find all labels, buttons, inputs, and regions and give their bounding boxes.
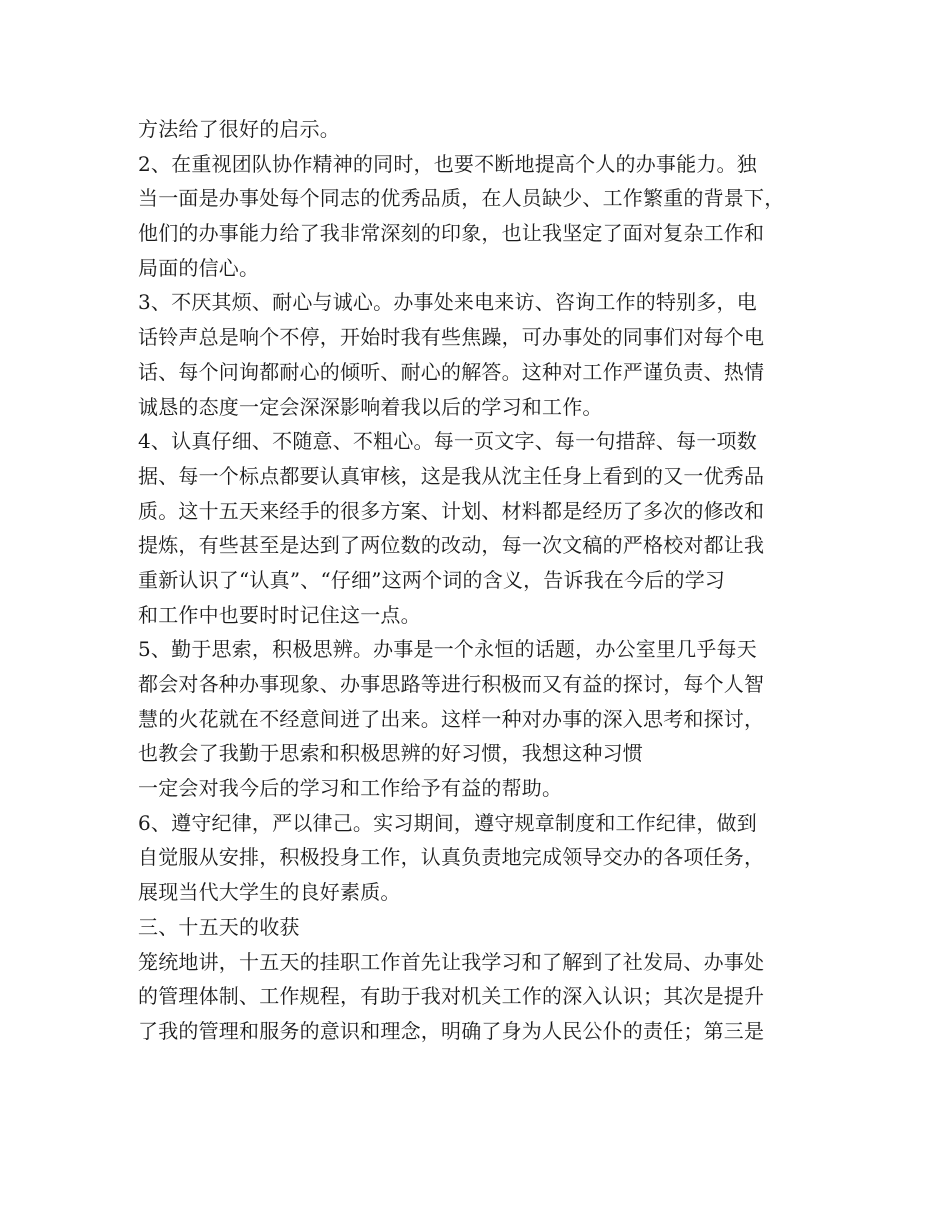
text-line: 方法给了很好的启示。: [138, 117, 340, 141]
text-line: 自觉服从安排，积极投身工作，认真负责地完成领导交办的各项任务，: [138, 845, 765, 870]
text-line: 重新认识了“认真”、“仔细”这两个词的含义，告诉我在今后的学习: [138, 567, 726, 592]
text-line: 话、每个问询都耐心的倾听、耐心的解答。这种对工作严谨负责、热情: [138, 359, 765, 384]
text-line: 诚恳的态度一定会深深影响着我以后的学习和工作。: [138, 394, 603, 419]
text-line: 和工作中也要时时记住这一点。: [138, 602, 421, 627]
text-line: 了我的管理和服务的意识和理念，明确了身为人民公仆的责任；第三是: [138, 1018, 765, 1043]
section-heading: 三、十五天的收获: [138, 914, 300, 939]
text-line: 他们的办事能力给了我非常深刻的印象，也让我坚定了面对复杂工作和: [138, 221, 765, 246]
text-line: 5、勤于思索，积极思辨。办事是一个永恒的话题，办公室里几乎每天: [138, 637, 757, 662]
text-line: 展现当代大学生的良好素质。: [138, 880, 401, 905]
text-line: 4、认真仔细、不随意、不粗心。每一页文字、每一句措辞、每一项数: [138, 429, 757, 454]
text-line: 2、在重视团队协作精神的同时，也要不断地提高个人的办事能力。独: [138, 151, 757, 176]
text-line: 局面的信心。: [138, 255, 260, 280]
document-body: [138, 112, 828, 1049]
text-line: 6、遵守纪律，严以律己。实习期间，遵守规章制度和工作纪律，做到: [138, 810, 757, 835]
text-line: 笼统地讲，十五天的挂职工作首先让我学习和了解到了社发局、办事处: [138, 949, 765, 974]
text-line: 提炼，有些甚至是达到了两位数的改动，每一次文稿的严格校对都让我: [138, 533, 765, 558]
text-line: 也教会了我勤于思索和积极思辨的好习惯，我想这种习惯: [138, 741, 643, 766]
text-line: 都会对各种办事现象、办事思路等进行积极而又有益的探讨，每个人智: [138, 672, 765, 696]
text-line: 3、不厌其烦、耐心与诚心。办事处来电来访、咨询工作的特别多，电: [138, 290, 757, 315]
text-line: 一定会对我今后的学习和工作给予有益的帮助。: [138, 776, 563, 801]
text-line: 话铃声总是响个不停，开始时我有些焦躁，可办事处的同事们对每个电: [138, 325, 765, 350]
text-line: 当一面是办事处每个同志的优秀品质，在人员缺少、工作繁重的背景下，: [138, 186, 785, 211]
text-line: 慧的火花就在不经意间迸了出来。这样一种对办事的深入思考和探讨，: [138, 706, 765, 731]
text-line: 质。这十五天来经手的很多方案、计划、材料都是经历了多次的修改和: [138, 498, 765, 523]
text-line: 据、每一个标点都要认真审核，这是我从沈主任身上看到的又一优秀品: [138, 463, 765, 488]
text-line: 的管理体制、工作规程，有助于我对机关工作的深入认识；其次是提升: [138, 984, 765, 1009]
